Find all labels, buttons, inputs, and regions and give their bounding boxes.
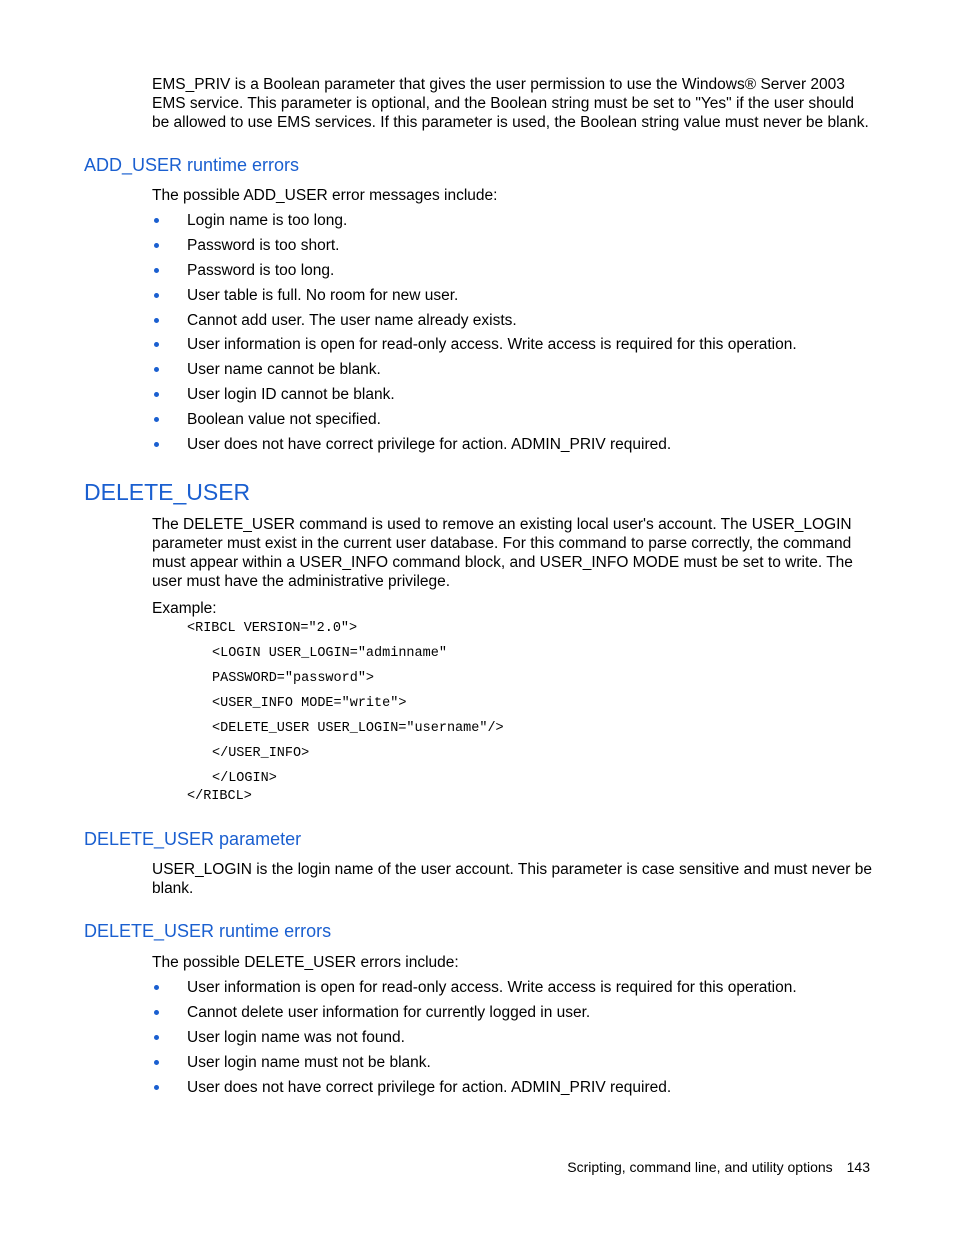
code-line: <USER_INFO MODE="write"> bbox=[212, 696, 407, 711]
delete-user-errors-lead: The possible DELETE_USER errors include: bbox=[152, 954, 459, 971]
list-item: Password is too long. bbox=[152, 261, 872, 286]
code-line: <DELETE_USER USER_LOGIN="username"/> bbox=[212, 721, 504, 736]
footer-section-title: Scripting, command line, and utility options bbox=[567, 1159, 833, 1175]
code-line: </RIBCL> bbox=[187, 789, 252, 804]
list-item: User does not have correct privilege for action. ADMIN_PRIV required. bbox=[152, 1078, 872, 1103]
list-item: Login name is too long. bbox=[152, 211, 872, 236]
delete-user-parameter-heading: DELETE_USER parameter bbox=[84, 829, 302, 849]
list-item: Password is too short. bbox=[152, 236, 872, 261]
list-item: Boolean value not specified. bbox=[152, 410, 872, 435]
list-item: User does not have correct privilege for action. ADMIN_PRIV required. bbox=[152, 435, 872, 460]
page-footer bbox=[567, 1159, 870, 1175]
delete-user-paragraph: The DELETE_USER command is used to remove an existing local user's account. The USER_LOGIN parameter must exist in the current user database. For this command to parse correctly, the command must appear within a USER_INFO command block, and USER_INFO MODE must be set to write. The user must have the administrative privilege. bbox=[152, 516, 853, 590]
list-item: User information is open for read-only access. Write access is required for this operation. bbox=[152, 978, 872, 1003]
code-line: <RIBCL VERSION="2.0"> bbox=[187, 621, 358, 636]
ems-priv-paragraph: EMS_PRIV is a Boolean parameter that gives the user permission to use the Windows® Server 2003 EMS service. This parameter is optional, and the Boolean string must be set to "Yes" if the user should be allowed to use EMS services. If this parameter is used, the Boolean string value must never be blank. bbox=[152, 76, 869, 131]
add-user-errors-list bbox=[152, 211, 872, 460]
list-item: Cannot add user. The user name already exists. bbox=[152, 311, 872, 336]
list-item: User name cannot be blank. bbox=[152, 360, 872, 385]
add-user-errors-heading: ADD_USER runtime errors bbox=[84, 155, 300, 175]
delete-user-parameter-paragraph: USER_LOGIN is the login name of the user account. This parameter is case sensitive and must never be blank. bbox=[152, 861, 872, 897]
code-line: PASSWORD="password"> bbox=[212, 671, 375, 686]
page-number: 143 bbox=[846, 1159, 870, 1175]
list-item: User login name must not be blank. bbox=[152, 1053, 872, 1078]
bullet-icon bbox=[154, 1010, 159, 1015]
list-item: User table is full. No room for new user. bbox=[152, 286, 872, 311]
bullet-icon bbox=[154, 293, 159, 298]
bullet-icon bbox=[154, 442, 159, 447]
delete-user-heading: DELETE_USER bbox=[84, 479, 251, 505]
bullet-icon bbox=[154, 1035, 159, 1040]
list-item: User information is open for read-only access. Write access is required for this operation. bbox=[152, 335, 872, 360]
code-line: </USER_INFO> bbox=[212, 746, 310, 761]
bullet-icon bbox=[154, 342, 159, 347]
code-line: </LOGIN> bbox=[212, 771, 277, 786]
bullet-icon bbox=[154, 392, 159, 397]
code-line: <LOGIN USER_LOGIN="adminname" bbox=[212, 646, 447, 661]
example-label: Example: bbox=[152, 600, 217, 617]
bullet-icon bbox=[154, 318, 159, 323]
bullet-icon bbox=[154, 417, 159, 422]
add-user-errors-lead: The possible ADD_USER error messages include: bbox=[152, 187, 498, 204]
list-item: User login ID cannot be blank. bbox=[152, 385, 872, 410]
bullet-icon bbox=[154, 218, 159, 223]
bullet-icon bbox=[154, 243, 159, 248]
bullet-icon bbox=[154, 1085, 159, 1090]
list-item: User login name was not found. bbox=[152, 1028, 872, 1053]
list-item: Cannot delete user information for currently logged in user. bbox=[152, 1003, 872, 1028]
bullet-icon bbox=[154, 985, 159, 990]
bullet-icon bbox=[154, 367, 159, 372]
bullet-icon bbox=[154, 268, 159, 273]
delete-user-errors-list bbox=[152, 978, 872, 1102]
delete-user-errors-heading: DELETE_USER runtime errors bbox=[84, 921, 332, 941]
bullet-icon bbox=[154, 1060, 159, 1065]
